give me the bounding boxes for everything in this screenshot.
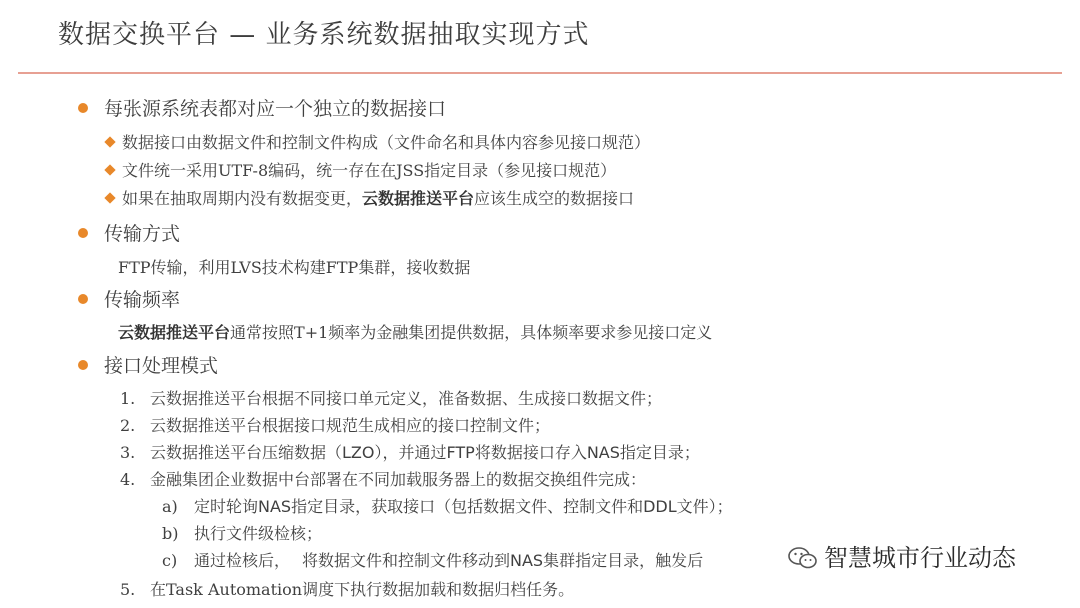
frequency-text: 通常按照T+1频率为金融集团提供数据，具体频率要求参见接口定义 bbox=[230, 323, 713, 342]
step-strong-text: 数据归档任务。 bbox=[462, 580, 575, 599]
step-3 bbox=[120, 440, 700, 463]
step-text: 金融集团企业数据中台部署在不同加载服务器上的数据交换组件完成： bbox=[150, 470, 647, 489]
sub-bullet-text: 文件统一采用UTF-8编码，统一存在在JSS指定目录（参见接口规范） bbox=[122, 161, 617, 180]
step-number: 4. bbox=[120, 470, 136, 489]
sub-bullet-text: 应该生成空的数据接口 bbox=[474, 189, 635, 208]
substep-text: 执行文件级检核； bbox=[194, 524, 323, 543]
sub-bullet-empty-interface bbox=[104, 186, 634, 209]
bullet-transfer-method bbox=[78, 219, 180, 246]
diamond-bullet-icon bbox=[104, 192, 115, 203]
substep-pre: 通过检核后， bbox=[194, 551, 291, 570]
circle-bullet-icon bbox=[78, 294, 88, 304]
title-divider bbox=[18, 72, 1062, 74]
step-1 bbox=[120, 386, 662, 409]
sub-bullet-text: 数据接口由数据文件和控制文件构成（文件命名和具体内容参见接口规范） bbox=[122, 133, 651, 152]
circle-bullet-icon bbox=[78, 228, 88, 238]
platform-name: 云数据推送平台 bbox=[118, 323, 231, 342]
substep-label: b) bbox=[162, 524, 179, 543]
step-4 bbox=[120, 467, 646, 490]
bullet-per-table-interface bbox=[78, 94, 446, 121]
transfer-frequency-text bbox=[118, 320, 712, 343]
section-heading: 传输频率 bbox=[104, 289, 181, 311]
substep-c bbox=[162, 548, 703, 571]
circle-bullet-icon bbox=[78, 360, 88, 370]
sub-bullet-text: 如果在抽取周期内没有数据变更， bbox=[122, 189, 363, 208]
wechat-icon bbox=[788, 547, 818, 569]
platform-name: 云数据推送平台 bbox=[362, 189, 475, 208]
substep-label: a) bbox=[162, 497, 178, 516]
step-2 bbox=[120, 413, 550, 436]
bullet-transfer-frequency bbox=[78, 285, 180, 312]
substep-b bbox=[162, 521, 322, 544]
step-number: 1. bbox=[120, 389, 136, 408]
sub-bullet-file-composition bbox=[104, 130, 650, 153]
section-heading: 传输方式 bbox=[104, 223, 181, 245]
substep-text: 定时轮询NAS指定目录，获取接口（包括数据文件、控制文件和DDL文件）； bbox=[194, 497, 733, 516]
step-number: 5. bbox=[120, 580, 136, 599]
watermark-text: 智慧城市行业动态 bbox=[824, 544, 1016, 572]
step-text: 云数据推送平台根据不同接口单元定义，准备数据、生成接口数据文件； bbox=[150, 389, 663, 408]
section-heading: 每张源系统表都对应一个独立的数据接口 bbox=[104, 98, 447, 120]
sub-bullet-encoding bbox=[104, 158, 616, 181]
step-text: 云数据推送平台根据接口规范生成相应的接口控制文件； bbox=[150, 416, 551, 435]
step-number: 3. bbox=[120, 443, 136, 462]
substep-a bbox=[162, 494, 733, 517]
watermark bbox=[788, 538, 1016, 573]
step-number: 2. bbox=[120, 416, 136, 435]
page-title: 数据交换平台 — 业务系统数据抽取实现方式 bbox=[58, 20, 590, 50]
step-text: 云数据推送平台压缩数据（LZO），并通过FTP将数据接口存入NAS指定目录； bbox=[150, 443, 700, 462]
substep-label: c) bbox=[162, 551, 178, 570]
diamond-bullet-icon bbox=[104, 136, 115, 147]
bullet-processing-mode bbox=[78, 351, 218, 378]
substep-text: 将数据文件和控制文件移动到NAS集群指定目录，触发后 bbox=[302, 551, 704, 570]
step-5 bbox=[120, 577, 574, 600]
transfer-method-text: FTP传输，利用LVS技术构建FTP集群，接收数据 bbox=[118, 258, 471, 277]
section-heading: 接口处理模式 bbox=[104, 355, 219, 377]
step-text: 在Task Automation调度下执行数据加载和 bbox=[150, 580, 463, 599]
circle-bullet-icon bbox=[78, 103, 88, 113]
diamond-bullet-icon bbox=[104, 164, 115, 175]
